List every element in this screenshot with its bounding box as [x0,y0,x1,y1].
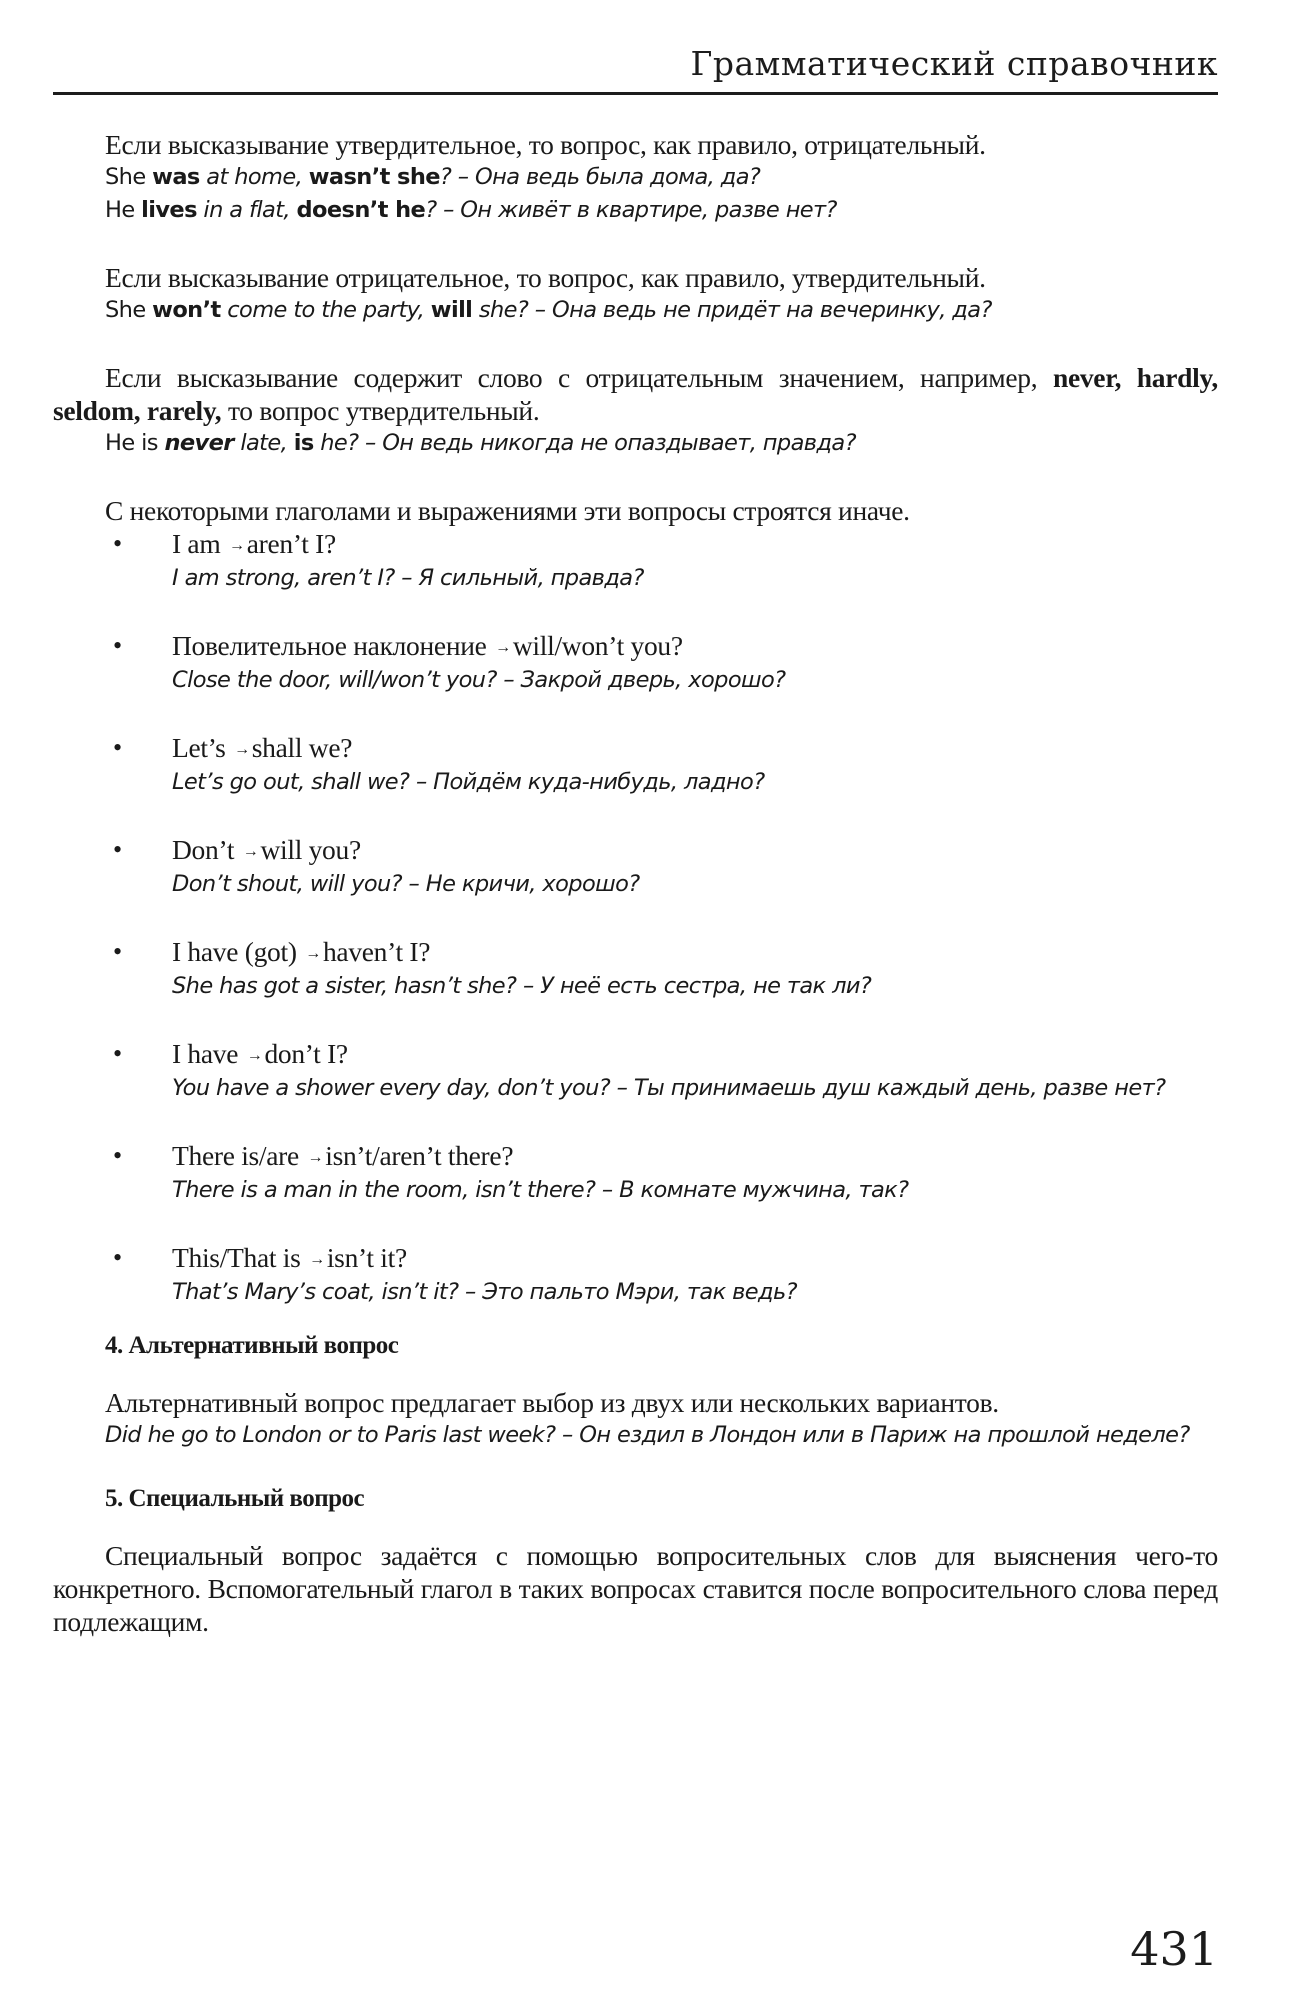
arrow-right-icon: → [309,1251,325,1268]
list-item [53,527,1218,595]
rule-negative-statement: Если высказывание отрицательное, то вопрос, как правило, утвердительный. [105,262,986,293]
example-sentence: She was at home, wasn’t she? – Она ведь была дома, да? [105,164,761,190]
page-number: 431 [1130,1922,1218,1976]
example-sentence: I am strong, aren’t I? – Я сильный, правда? [172,565,644,591]
arrow-right-icon: → [234,741,250,758]
bullet-icon: • [113,631,123,660]
exception-rule: There is/are →isn’t/aren’t there? [172,1140,514,1171]
example-sentence: He is never late, is he? – Он ведь никогда не опаздывает, правда? [105,430,856,456]
bullet-icon: • [113,835,123,864]
exception-rule: This/That is →isn’t it? [172,1242,407,1273]
example-sentence: Close the door, will/won’t you? – Закрой дверь, хорошо? [172,667,786,693]
rule-negative-word: Если высказывание содержит слово с отрицательным значением, например, never, hardly, seldom, rarely, то вопрос утвердительный. [53,362,1218,426]
bullet-icon: • [113,529,123,558]
list-item [53,935,1218,1003]
arrow-right-icon: → [495,639,511,656]
example-sentence: Don’t shout, will you? – Не кричи, хорошо? [172,871,640,897]
bullet-icon: • [113,1039,123,1068]
exception-rule: Let’s →shall we? [172,732,353,763]
running-title: Грамматический справочник [690,44,1218,83]
exception-rule: I have →don’t I? [172,1038,348,1069]
arrow-right-icon: → [307,1149,324,1166]
exceptions-list [53,527,1218,1309]
example-sentence: You have a shower every day, don’t you? – Ты принимаешь душ каждый день, разве нет? [172,1075,1166,1101]
list-item [53,1241,1218,1309]
alternative-description: Альтернативный вопрос предлагает выбор из двух или нескольких вариантов. [105,1387,999,1418]
section-heading-alternative: 4. Альтернативный вопрос [105,1332,399,1359]
bullet-icon: • [113,733,123,762]
exception-rule: Don’t →will you? [172,834,361,865]
list-item [53,731,1218,799]
exception-rule: I have (got) →haven’t I? [172,936,431,967]
example-sentence: Let’s go out, shall we? – Пойдём куда-нибудь, ладно? [172,769,765,795]
exception-rule: Повелительное наклонение →will/won’t you? [172,630,683,661]
arrow-right-icon: → [242,843,259,860]
example-sentence: She won’t come to the party, will she? – Она ведь не придёт на вечеринку, да? [105,297,992,323]
arrow-right-icon: → [229,537,245,554]
section-heading-special: 5. Специальный вопрос [105,1485,365,1512]
rule-positive-statement: Если высказывание утвердительное, то вопрос, как правило, отрицательный. [105,129,986,160]
bullet-icon: • [113,1243,123,1272]
list-item [53,1139,1218,1207]
arrow-right-icon: → [305,945,321,962]
list-item [53,1037,1218,1105]
example-sentence: There is a man in the room, isn’t there? – В комнате мужчина, так? [172,1177,909,1203]
page-content [53,128,1218,1638]
example-sentence: That’s Mary’s coat, isn’t it? – Это пальто Мэри, так ведь? [172,1279,797,1305]
example-sentence: She has got a sister, hasn’t she? – У неё есть сестра, не так ли? [172,973,872,999]
example-sentence: He lives in a flat, doesn’t he? – Он живёт в квартире, разве нет? [105,197,837,223]
arrow-right-icon: → [246,1047,263,1064]
bullet-icon: • [113,1141,123,1170]
bullet-icon: • [113,937,123,966]
header-rule [53,92,1218,95]
exception-rule: I am →aren’t I? [172,528,336,559]
example-sentence: Did he go to London or to Paris last week? – Он ездил в Лондон или в Париж на прошлой неделе? [105,1422,1190,1448]
exceptions-intro: С некоторыми глаголами и выражениями эти вопросы строятся иначе. [105,495,910,526]
list-item [53,833,1218,901]
list-item [53,629,1218,697]
special-description: Специальный вопрос задаётся с помощью вопросительных слов для выяснения чего-то конкретного. Вспомогательный глагол в таких вопросах ставится после вопросительного слова перед подлежащим. [53,1540,1218,1637]
